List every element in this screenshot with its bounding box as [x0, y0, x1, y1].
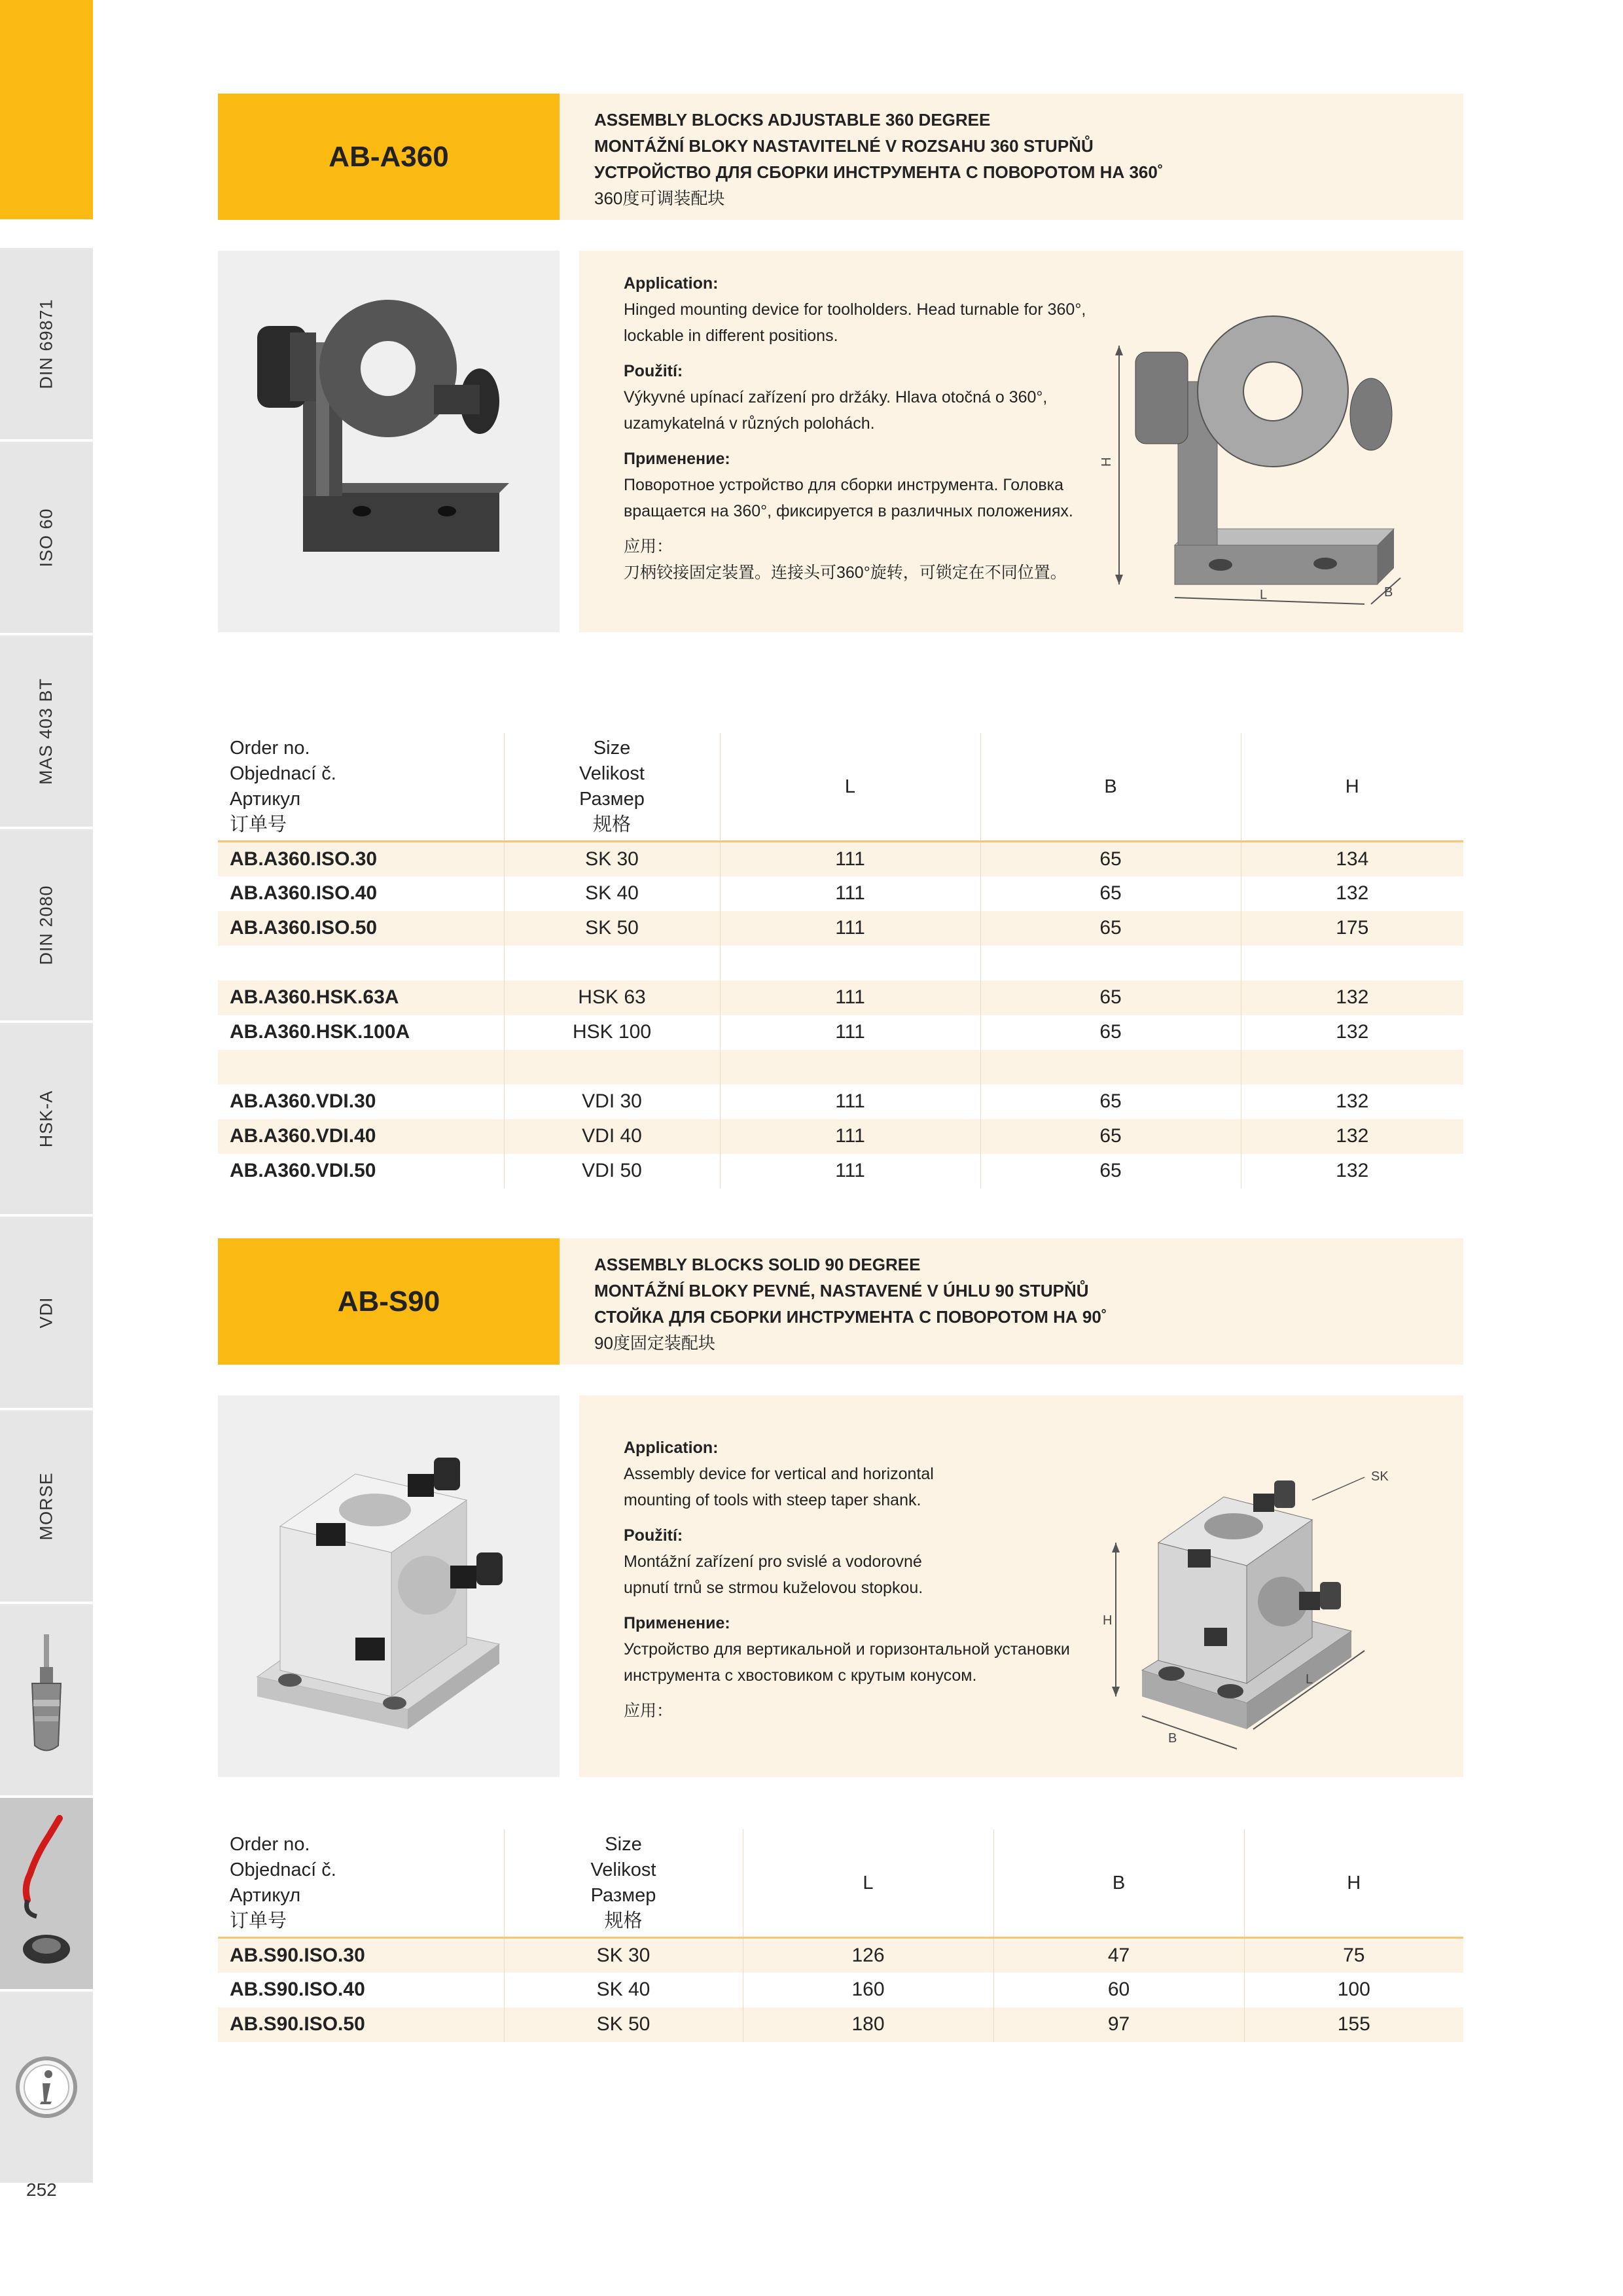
title-cn: 90度固定装配块 [594, 1333, 715, 1353]
tab-drill-chucks[interactable] [0, 1602, 93, 1795]
section-titles [594, 1251, 1107, 1356]
table-header-row [218, 1829, 1463, 1938]
title-en: ASSEMBLY BLOCKS ADJUSTABLE 360 DEGREE [594, 110, 991, 130]
tab-morse[interactable] [0, 1408, 93, 1602]
desc-label-ru: Применение: [624, 450, 730, 468]
dim-label-sk: SK [1371, 1469, 1389, 1484]
tab-label: HSK-A [36, 1090, 56, 1147]
section-header-ab-a360 [218, 94, 1463, 220]
table-row: AB.S90.ISO.50 SK 50 180 97 155 [218, 2007, 1463, 2042]
tab-iso-60[interactable] [0, 439, 93, 633]
tab-info[interactable] [0, 1989, 93, 2183]
description-text [624, 270, 1095, 595]
tab-label: MAS 403 BT [36, 677, 56, 785]
wrench-collet-nut-icon [10, 1808, 82, 1979]
tab-label: DIN 2080 [36, 884, 56, 965]
header-order-no: Order no. Objednací č. Артикул 订单号 [230, 738, 336, 835]
desc-label-cn: 应用： [624, 537, 673, 556]
title-cz: MONTÁŽNÍ BLOKY PEVNÉ, NASTAVENÉ V ÚHLU 90 STUPŇŮ [594, 1281, 1089, 1300]
tab-label: ISO 60 [36, 507, 56, 567]
desc-text-en: Hinged mounting device for toolholders. Head turnable for 360°, lockable in different positions. [624, 300, 1086, 345]
header-size: Size Velikost Размер 规格 [504, 733, 720, 842]
product-code: AB-S90 [218, 1238, 560, 1365]
tab-din-2080[interactable] [0, 827, 93, 1020]
table-row: AB.A360.ISO.50 SK 50 111 65 175 [218, 911, 1463, 946]
table-spacer-row [218, 1050, 1463, 1085]
table-header-row [218, 733, 1463, 842]
tab-din-69871[interactable] [0, 245, 93, 439]
tab-vdi[interactable] [0, 1214, 93, 1408]
header-size: Size Velikost Размер 规格 [504, 1829, 743, 1938]
table-row: AB.A360.VDI.40 VDI 40 111 65 132 [218, 1119, 1463, 1154]
table-row: AB.A360.ISO.40 SK 40 111 65 132 [218, 876, 1463, 911]
dim-label-b: B [1384, 585, 1393, 600]
dim-label-l: L [1306, 1672, 1313, 1687]
desc-label-cn: 应用： [624, 1702, 673, 1720]
desc-label-en: Application: [624, 274, 719, 293]
header-b: B [980, 733, 1241, 842]
sidebar [0, 0, 93, 2173]
title-en: ASSEMBLY BLOCKS SOLID 90 DEGREE [594, 1255, 921, 1274]
title-cz: MONTÁŽNÍ BLOKY NASTAVITELNÉ V ROZSAHU 360 STUPŇŮ [594, 136, 1094, 156]
section-titles [594, 107, 1163, 211]
table-spacer-row [218, 946, 1463, 980]
product-photo-ab-a360 [218, 251, 560, 632]
description-panel-ab-s90 [579, 1395, 1463, 1777]
desc-label-en: Application: [624, 1439, 719, 1457]
dim-label-h: H [1103, 1613, 1113, 1628]
header-l: L [743, 1829, 993, 1938]
section-header-ab-s90 [218, 1238, 1463, 1365]
desc-label-cz: Použití: [624, 1526, 683, 1545]
dimension-drawing-ab-s90 [1090, 1415, 1443, 1768]
description-text [624, 1435, 1095, 1733]
dimension-drawing-ab-a360 [1096, 283, 1410, 611]
tab-wrenches-nuts[interactable] [0, 1795, 93, 1989]
sidebar-accent-block [0, 0, 93, 219]
tab-label: MORSE [36, 1471, 56, 1541]
product-photo-ab-s90 [218, 1395, 560, 1777]
product-code: AB-A360 [218, 94, 560, 220]
desc-label-ru: Применение: [624, 1614, 730, 1632]
header-h: H [1244, 1829, 1463, 1938]
tab-mas-403-bt[interactable] [0, 633, 93, 827]
dim-label-b: B [1168, 1731, 1177, 1746]
title-ru: СТОЙКА ДЛЯ СБОРКИ ИНСТРУМЕНТА С ПОВОРОТОМ НА 90˚ [594, 1307, 1107, 1327]
header-l: L [720, 733, 980, 842]
page-number: 252 [26, 2179, 57, 2200]
spec-table-ab-a360 [218, 733, 1463, 1189]
tab-label: DIN 69871 [36, 298, 56, 389]
table-row: AB.A360.VDI.30 VDI 30 111 65 132 [218, 1085, 1463, 1119]
table-row: AB.S90.ISO.30 SK 30 126 47 75 [218, 1938, 1463, 1973]
desc-label-cz: Použití: [624, 362, 683, 380]
description-panel-ab-a360 [579, 251, 1463, 632]
title-ru: УСТРОЙСТВО ДЛЯ СБОРКИ ИНСТРУМЕНТА С ПОВОРОТОМ НА 360˚ [594, 162, 1164, 182]
desc-text-cz: Výkyvné upínací zařízení pro držáky. Hlava otočná o 360°, uzamykatelná v různých polohách. [624, 388, 1048, 433]
desc-text-cn: 刀柄铰接固定装置。连接头可360°旋转，可锁定在不同位置。 [624, 564, 1067, 582]
table-row: AB.A360.HSK.100A HSK 100 111 65 132 [218, 1015, 1463, 1050]
header-h: H [1241, 733, 1463, 842]
title-cn: 360度可调装配块 [594, 188, 725, 208]
spec-table-ab-s90 [218, 1829, 1463, 2042]
header-b: B [993, 1829, 1244, 1938]
desc-text-ru: Поворотное устройство для сборки инструмента. Головка вращается на 360°, фиксируется в различных положениях. [624, 476, 1073, 520]
table-row: AB.A360.ISO.30 SK 30 111 65 134 [218, 842, 1463, 876]
info-icon [14, 2054, 79, 2120]
tab-hsk-a[interactable] [0, 1020, 93, 1214]
table-row: AB.A360.HSK.63A HSK 63 111 65 132 [218, 980, 1463, 1015]
drill-chuck-icon [20, 1628, 73, 1772]
dim-label-h: H [1099, 457, 1114, 467]
table-row: AB.A360.VDI.50 VDI 50 111 65 132 [218, 1154, 1463, 1189]
desc-text-en: Assembly device for vertical and horizontal mounting of tools with steep taper shank. [624, 1465, 934, 1509]
dim-label-l: L [1260, 588, 1268, 602]
tab-label: VDI [36, 1296, 56, 1329]
desc-text-cz: Montážní zařízení pro svislé a vodorovné upnutí trnů se strmou kuželovou stopkou. [624, 1552, 923, 1597]
desc-text-ru: Устройство для вертикальной и горизонтальной установки инструмента с хвостовиком с крутым конусом. [624, 1640, 1070, 1685]
header-order-no: Order no. Objednací č. Артикул 订单号 [230, 1834, 336, 1931]
table-row: AB.S90.ISO.40 SK 40 160 60 100 [218, 1973, 1463, 2007]
